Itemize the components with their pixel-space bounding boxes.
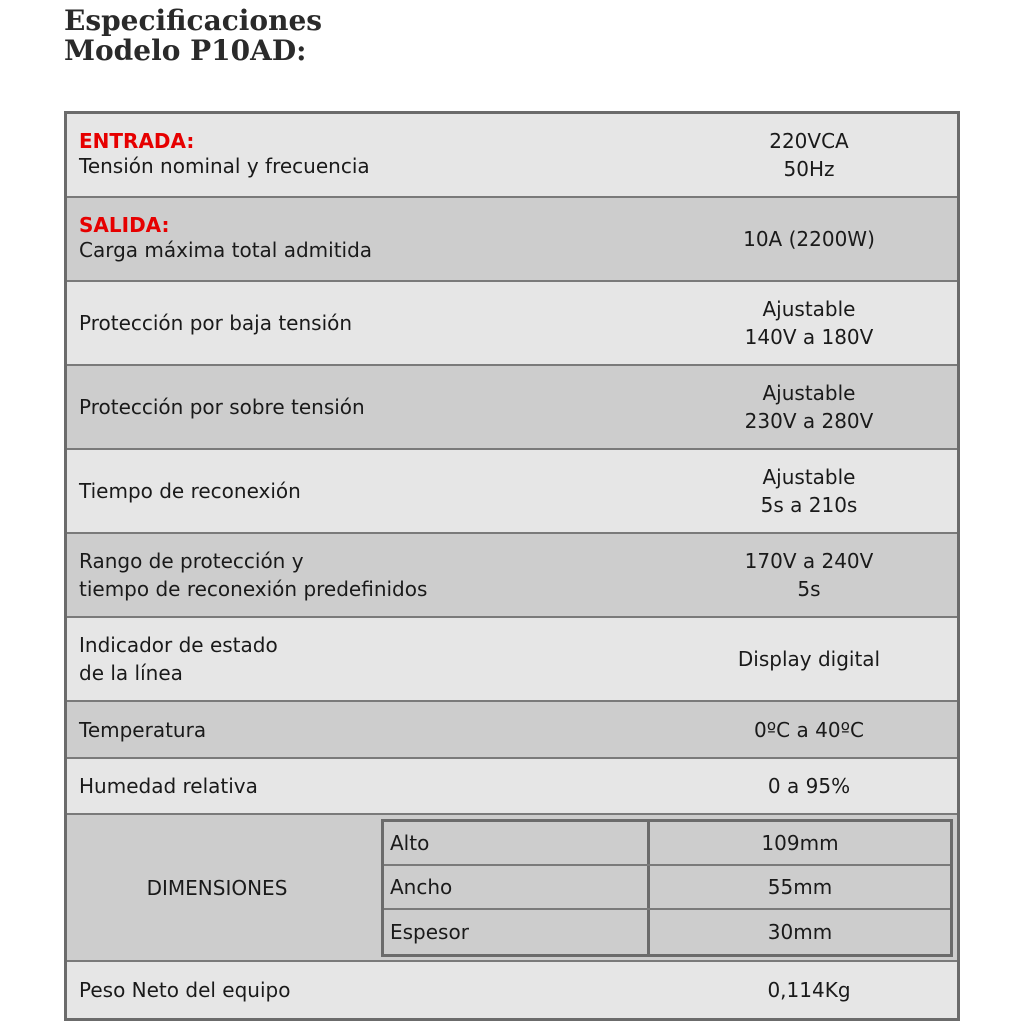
row-label-text: Tensión nominal y frecuencia [79, 154, 370, 178]
row-value [661, 463, 957, 519]
row-value-line-2: 5s [797, 577, 821, 601]
table-row-temperatura [67, 702, 957, 759]
row-label-line-2: tiempo de reconexión predefinidos [79, 577, 428, 601]
table-row-baja-tension [67, 282, 957, 366]
table-row-rango-proteccion [67, 534, 957, 618]
dimensions-subtable [381, 819, 953, 957]
table-row-humedad [67, 759, 957, 815]
table-row-peso [67, 962, 957, 1018]
row-value: 0 a 95% [767, 774, 851, 798]
row-value-line-1: Ajustable [762, 381, 856, 405]
row-label-text: Carga máxima total admitida [79, 238, 373, 262]
page-title [64, 6, 322, 66]
table-row-reconexion [67, 450, 957, 534]
row-value: 10A (2200W) [743, 227, 875, 251]
row-value [661, 295, 957, 351]
table-row-dimensiones [67, 815, 957, 962]
row-value-line-1: Ajustable [762, 465, 856, 489]
row-value: 0ºC a 40ºC [754, 717, 864, 742]
row-value: Display digital [737, 647, 881, 671]
row-value [661, 547, 957, 603]
row-label [67, 130, 661, 180]
title-line-1: Especificaciones [64, 4, 323, 37]
dimension-row-espesor [384, 910, 950, 954]
row-label: Protección por sobre tensión [79, 395, 365, 419]
dimension-key: Alto [384, 822, 650, 864]
row-value-line-1: 170V a 240V [744, 549, 874, 573]
row-value [661, 379, 957, 435]
dimension-row-ancho [384, 866, 950, 910]
table-row-entrada [67, 114, 957, 198]
row-label-line-1: Rango de protección y [79, 549, 304, 573]
row-value-line-1: Ajustable [762, 297, 856, 321]
row-header-entrada: ENTRADA: [79, 129, 195, 153]
dimensions-label: DIMENSIONES [146, 875, 288, 900]
row-header-salida: SALIDA: [79, 213, 170, 237]
row-label [67, 631, 661, 687]
row-value-line-1: 220VCA [769, 129, 849, 153]
row-value: 0,114Kg [767, 978, 851, 1002]
row-label-line-2: de la línea [79, 661, 183, 685]
row-label: Protección por baja tensión [79, 311, 353, 335]
table-row-sobre-tension [67, 366, 957, 450]
row-value [661, 127, 957, 183]
row-value-line-2: 5s a 210s [760, 493, 858, 517]
row-value-line-2: 230V a 280V [744, 409, 874, 433]
dimension-value: 30mm [767, 919, 833, 944]
row-label: Tiempo de reconexión [79, 479, 301, 503]
row-value-line-2: 50Hz [783, 157, 835, 181]
dimension-key: Espesor [384, 910, 650, 954]
table-row-indicador [67, 618, 957, 702]
dimension-row-alto [384, 822, 950, 866]
row-label-line-1: Indicador de estado [79, 633, 278, 657]
row-label [67, 547, 661, 603]
row-label: Peso Neto del equipo [79, 978, 291, 1002]
title-line-2: Modelo P10AD: [64, 34, 307, 67]
table-row-salida [67, 198, 957, 282]
dimension-value: 109mm [761, 830, 839, 855]
row-label: Humedad relativa [79, 774, 258, 798]
row-label [67, 214, 661, 264]
dimension-key: Ancho [384, 866, 650, 908]
row-value-line-2: 140V a 180V [744, 325, 874, 349]
dimension-value: 55mm [767, 874, 833, 899]
specifications-table [64, 111, 960, 1021]
row-label: Temperatura [79, 717, 207, 742]
